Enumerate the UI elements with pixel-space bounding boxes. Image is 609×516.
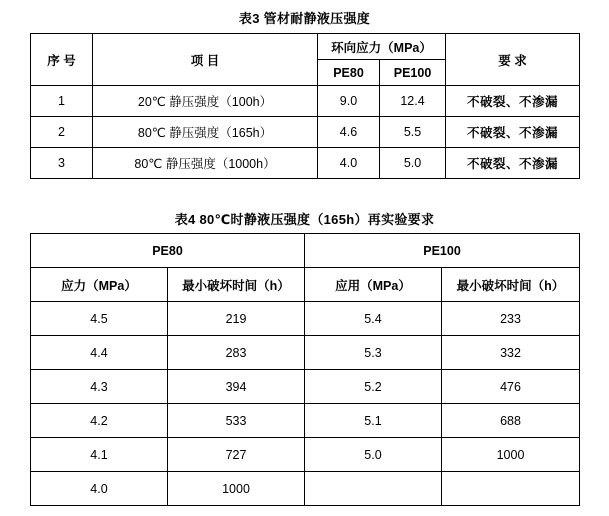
cell-pe80-stress: 4.0 <box>31 472 168 506</box>
table-row <box>31 86 580 117</box>
cell-pe100: 5.0 <box>380 148 446 179</box>
cell-pe100-stress: 5.0 <box>305 438 442 472</box>
cell-pe100-stress: 5.3 <box>305 336 442 370</box>
table-row <box>31 117 580 148</box>
header-requirement: 要 求 <box>446 34 580 86</box>
cell-pe80-stress: 4.5 <box>31 302 168 336</box>
cell-pe80-time: 533 <box>168 404 305 438</box>
table-row <box>31 148 580 179</box>
cell-seq: 2 <box>31 117 93 148</box>
table-row <box>31 302 580 336</box>
cell-pe80: 4.6 <box>318 117 380 148</box>
cell-pe100-time: 233 <box>442 302 580 336</box>
cell-pe100-time: 332 <box>442 336 580 370</box>
table4-retest-requirements <box>30 233 580 506</box>
table3-caption: 表3 管材耐静液压强度 <box>238 11 371 26</box>
table-row <box>31 404 580 438</box>
cell-item: 20℃ 静压强度（100h） <box>93 86 318 117</box>
table-row <box>31 336 580 370</box>
cell-pe100-time <box>442 472 580 506</box>
header-pe80-time: 最小破坏时间（h） <box>168 268 305 302</box>
cell-pe100-stress: 5.2 <box>305 370 442 404</box>
group-header-pe100: PE100 <box>305 234 580 268</box>
cell-pe80: 4.0 <box>318 148 380 179</box>
header-pe100-time: 最小破坏时间（h） <box>442 268 580 302</box>
table3-pipe-hydrostatic-strength <box>30 33 580 179</box>
cell-seq: 3 <box>31 148 93 179</box>
cell-pe100-time: 1000 <box>442 438 580 472</box>
cell-pe80-stress: 4.4 <box>31 336 168 370</box>
cell-requirement: 不破裂、不渗漏 <box>446 148 580 179</box>
cell-pe80-stress: 4.3 <box>31 370 168 404</box>
header-pe80: PE80 <box>318 60 380 86</box>
table-row <box>31 370 580 404</box>
cell-pe100-stress: 5.4 <box>305 302 442 336</box>
cell-pe80: 9.0 <box>318 86 380 117</box>
header-item: 项 目 <box>93 34 318 86</box>
cell-pe80-stress: 4.2 <box>31 404 168 438</box>
cell-pe80-time: 1000 <box>168 472 305 506</box>
cell-pe80-time: 219 <box>168 302 305 336</box>
header-seq: 序 号 <box>31 34 93 86</box>
cell-item: 80℃ 静压强度（165h） <box>93 117 318 148</box>
cell-pe80-stress: 4.1 <box>31 438 168 472</box>
table-header-row <box>31 34 580 60</box>
header-hoop-stress: 环向应力（MPa） <box>318 34 446 60</box>
header-pe100: PE100 <box>380 60 446 86</box>
cell-seq: 1 <box>31 86 93 117</box>
cell-pe100-time: 476 <box>442 370 580 404</box>
cell-requirement: 不破裂、不渗漏 <box>446 117 580 148</box>
header-pe100-stress: 应用（MPa） <box>305 268 442 302</box>
table-group-header-row <box>31 234 580 268</box>
cell-pe100: 5.5 <box>380 117 446 148</box>
cell-pe100: 12.4 <box>380 86 446 117</box>
cell-pe100-time: 688 <box>442 404 580 438</box>
table-row <box>31 438 580 472</box>
cell-pe80-time: 394 <box>168 370 305 404</box>
table4-caption: 表4 80℃时静液压强度（165h）再实验要求 <box>174 212 435 227</box>
cell-pe100-stress: 5.1 <box>305 404 442 438</box>
table-row <box>31 472 580 506</box>
cell-pe80-time: 727 <box>168 438 305 472</box>
cell-pe100-stress <box>305 472 442 506</box>
table-header-row <box>31 268 580 302</box>
cell-requirement: 不破裂、不渗漏 <box>446 86 580 117</box>
cell-pe80-time: 283 <box>168 336 305 370</box>
group-header-pe80: PE80 <box>31 234 305 268</box>
header-pe80-stress: 应力（MPa） <box>31 268 168 302</box>
cell-item: 80℃ 静压强度（1000h） <box>93 148 318 179</box>
